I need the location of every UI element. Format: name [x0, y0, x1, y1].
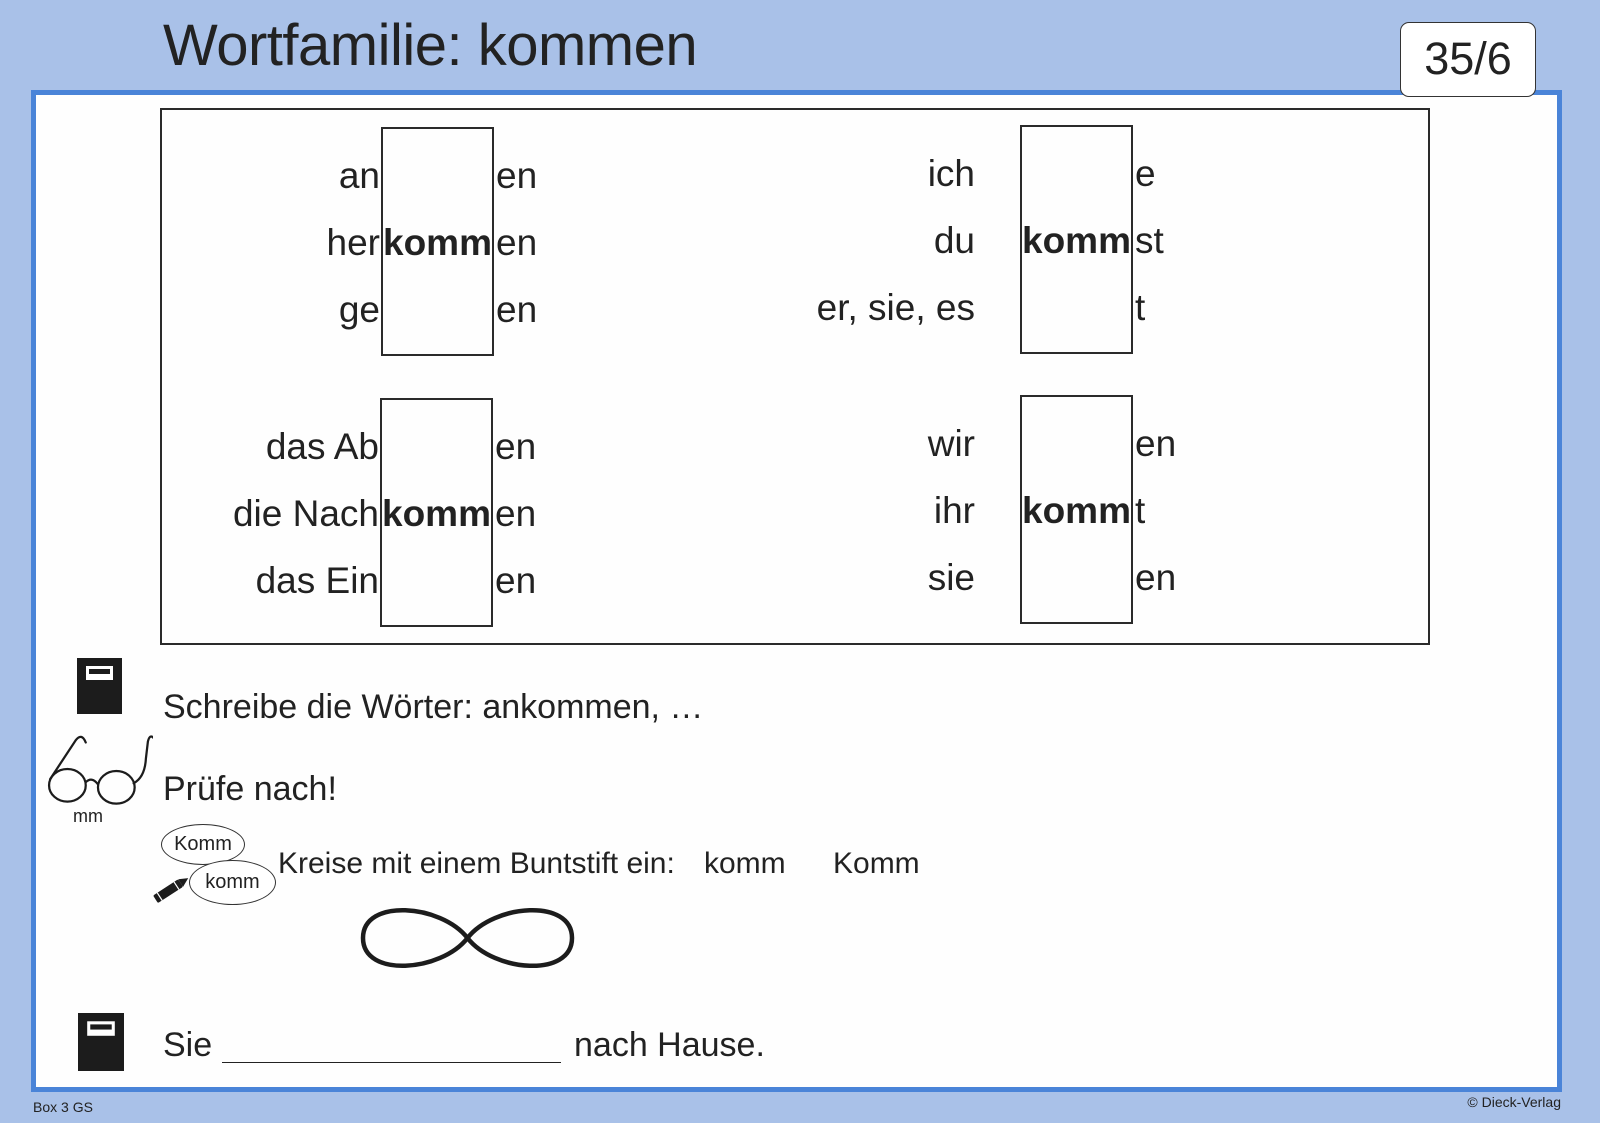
word-row: [780, 274, 1164, 341]
notebook-icon: [77, 658, 122, 714]
page-title: Wortfamilie: kommen: [163, 13, 698, 78]
word-stem: komm: [1022, 489, 1131, 531]
pencil-icon: [151, 868, 193, 908]
glasses-caption: mm: [73, 806, 103, 826]
task-write-text: Schreibe die Wörter: ankommen, …: [163, 688, 704, 726]
word-suffix: en: [1135, 556, 1177, 598]
footer-box-label: Box 3 GS: [33, 1099, 93, 1115]
sentence-end: nach Hause.: [574, 1026, 765, 1064]
word-suffix: st: [1135, 219, 1164, 261]
word-row: [780, 140, 1164, 207]
word-prefix: das Ab: [265, 425, 379, 467]
card-number-badge: 35/6: [1400, 22, 1536, 97]
word-prefix: ge: [338, 288, 380, 330]
circle-word-capital: Komm: [833, 847, 920, 880]
footer-publisher: © Dieck-Verlag: [1467, 1094, 1561, 1110]
word-suffix: e: [1135, 152, 1156, 194]
word-prefix: das Ein: [255, 559, 379, 601]
word-prefix: her: [326, 221, 380, 263]
word-prefix: ihr: [933, 489, 975, 531]
answer-blank-line: [222, 1062, 561, 1063]
word-prefix: die Nach: [232, 492, 379, 534]
oval-lowercase-komm: [189, 860, 276, 905]
word-row: [780, 544, 1176, 611]
word-stem: komm: [1022, 219, 1131, 261]
word-stem: komm: [383, 221, 492, 263]
word-row: [161, 142, 537, 209]
word-suffix: en: [1135, 422, 1177, 464]
sentence-start: Sie: [163, 1026, 213, 1064]
word-suffix: en: [495, 492, 537, 534]
word-prefix: an: [338, 154, 380, 196]
word-suffix: en: [495, 425, 537, 467]
word-prefix: sie: [927, 556, 975, 598]
word-row: [780, 477, 1176, 544]
glasses-icon: [46, 732, 153, 805]
word-suffix: en: [496, 154, 538, 196]
notebook-icon: [78, 1013, 124, 1071]
word-row: [780, 207, 1164, 274]
task-circle-text: Kreise mit einem Buntstift ein:: [278, 847, 675, 880]
word-stem: komm: [382, 492, 491, 534]
circle-word-lowercase: komm: [704, 847, 786, 880]
oval-capital-komm: [161, 824, 245, 865]
word-row: [161, 276, 537, 343]
oval-upper-label: Komm: [174, 833, 232, 855]
task-check-text: Prüfe nach!: [163, 770, 337, 808]
word-suffix: en: [495, 559, 537, 601]
word-row: [160, 413, 536, 480]
word-prefix: wir: [927, 422, 975, 464]
word-row: [780, 410, 1176, 477]
word-prefix: ich: [927, 152, 975, 194]
word-suffix: en: [496, 288, 538, 330]
word-suffix: t: [1135, 489, 1146, 531]
word-row: [160, 547, 536, 614]
word-suffix: en: [496, 221, 538, 263]
word-prefix: er, sie, es: [816, 286, 975, 328]
word-prefix: du: [933, 219, 975, 261]
infinity-icon: [359, 898, 576, 978]
word-row: [161, 209, 537, 276]
word-row: [160, 480, 536, 547]
oval-lower-label: komm: [205, 871, 260, 893]
word-suffix: t: [1135, 286, 1146, 328]
